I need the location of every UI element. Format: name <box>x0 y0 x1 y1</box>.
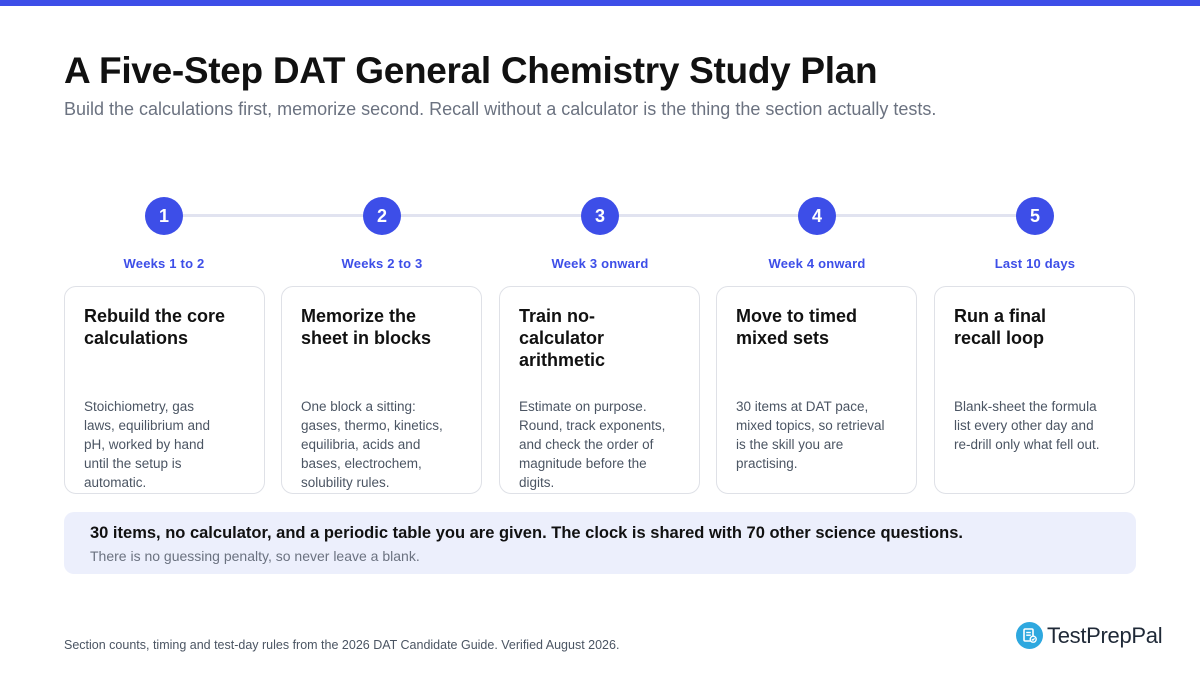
step-2-timeframe: Weeks 2 to 3 <box>341 256 423 271</box>
callout-subtext: There is no guessing penalty, so never leave a blank. <box>90 548 420 564</box>
step-4-description: 30 items at DAT pace, mixed topics, so retrieval is the skill you are practising. <box>736 399 885 471</box>
step-5-description: Blank-sheet the formula list every other day and re-drill only what fell out. <box>954 399 1100 452</box>
step-1-description: Stoichiometry, gas laws, equilibrium and pH, worked by hand until the setup is automatic. <box>84 399 211 490</box>
key-facts-callout <box>64 512 1136 574</box>
step-2-card <box>281 286 482 494</box>
callout-headline: 30 items, no calculator, and a periodic table you are given. The clock is shared with 70 other science questions. <box>90 524 963 542</box>
step-3-number-badge: 3 <box>581 197 619 235</box>
step-2-number-badge: 2 <box>363 197 401 235</box>
brand-logo <box>1016 622 1162 649</box>
brand-name: TestPrepPal <box>1047 622 1163 648</box>
step-4-title: Move to timed mixed sets <box>736 306 858 348</box>
step-4-timeframe: Week 4 onward <box>768 256 866 271</box>
step-1-title: Rebuild the core calculations <box>84 306 226 348</box>
step-2-description: One block a sitting: gases, thermo, kinetics, equilibria, acids and bases, electrochem, solubility rules. <box>301 399 443 490</box>
page-title: A Five-Step DAT General Chemistry Study Plan <box>64 50 878 91</box>
step-5-number-badge: 5 <box>1016 197 1054 235</box>
step-4-card <box>716 286 917 494</box>
step-1-card <box>64 286 265 494</box>
page-subtitle: Build the calculations first, memorize second. Recall without a calculator is the thing the section actually tests. <box>64 99 937 119</box>
step-5-timeframe: Last 10 days <box>994 256 1076 271</box>
step-1-timeframe: Weeks 1 to 2 <box>123 256 205 271</box>
step-1-number-badge: 1 <box>145 197 183 235</box>
step-3-title: Train no-calculator arithmetic <box>519 306 606 370</box>
source-footnote: Section counts, timing and test-day rules from the 2026 DAT Candidate Guide. Verified August 2026. <box>64 638 620 652</box>
step-5-card <box>934 286 1135 494</box>
step-3-timeframe: Week 3 onward <box>551 256 649 271</box>
step-2-title: Memorize the sheet in blocks <box>301 306 432 348</box>
document-check-icon <box>1016 622 1043 649</box>
step-5-title: Run a final recall loop <box>954 306 1047 348</box>
step-3-card <box>499 286 700 494</box>
step-3-description: Estimate on purpose. Round, track exponents, and check the order of magnitude before the digits. <box>519 399 666 490</box>
step-4-number-badge: 4 <box>798 197 836 235</box>
top-accent-bar <box>0 0 1200 6</box>
